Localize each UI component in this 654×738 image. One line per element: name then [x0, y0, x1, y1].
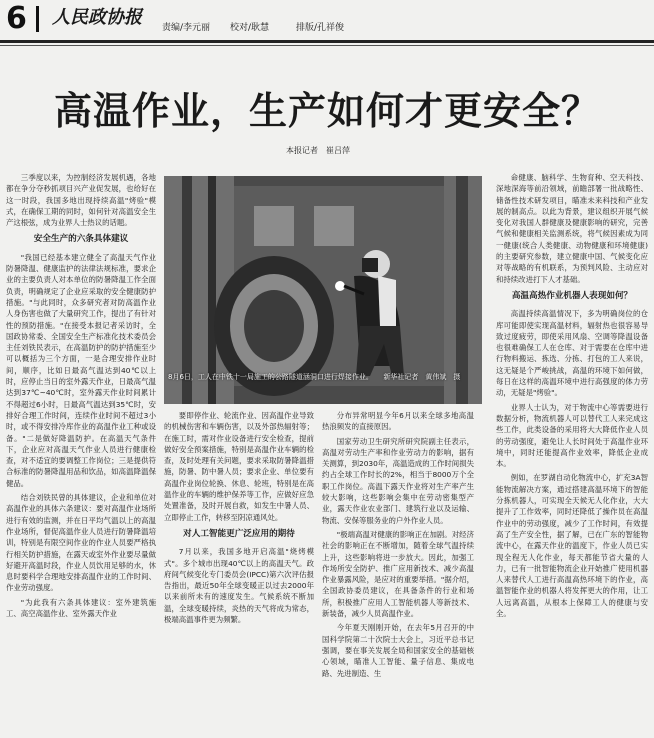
article-paragraph: 7月以来，我国多地开启高温"烧烤模式"。多个城市出现40℃以上的高温天气。政府间气候变化专门委员会(IPCC)第六次评估报告指出，最近50年全球变暖正以过去2000年以来前所未有的速度发生。气候系统不断加温，全球变暖持续，炎热的天气将成为常态，极端高温事件更为频繁。 — [164, 547, 314, 625]
article-paragraph: 高温持续高温情况下，多为明确岗位的仓库可能即使实现高温材料，辐射热也很容易导致过度疲劳，即使采用风扇、空调等降温设备也很难确保工人在仓库、对于需要在仓库中进行物料搬运、拣选、分拣、打包的工人来说，这无疑是个严峻挑战，高温的环境下如何做，每日在这样的高温环境中进行高强度的体力劳动，无疑是"烤验"。 — [496, 309, 648, 398]
section-subheading: 安全生产的六条具体建议 — [33, 234, 129, 245]
header-rule — [0, 40, 654, 43]
article-paragraph: 命健康、脑科学、生物育种、空天科技、深地深海等前沿领域，前瞻部署一批战略性、储备性技术研发项目，瞄准未来科技和产业发展的制高点。以此为背景，建议组织开展气候变化对我国人群健康及健康影响的研究，完善气候和健康相关监测系统，将气候因素成为同一健康(统合人类健康、动物健康和环境健康)的主要研究参数，建立健康中国、气候变化应对等战略的有机联系，为预判风险、主动应对和持续改进打下人才基础。 — [496, 173, 648, 284]
article-column-4 — [496, 172, 648, 732]
article-paragraph: "为此我有六条具体建议：室外建筑施工、高空高温作业、室外露天作业 — [6, 597, 156, 618]
article-paragraph: 例如，在罗湖自动化物流中心，扩充3A智能物流解决方案，通过搭建高温环境下的智能分拣机器人，可实现全天候无人化作业，大大提升了工作效率，同时还降低了操作员在高温作业中的劳动强度，减少了工作时间，有效提高了生产安全性，据了解，已在广东的智能物流中心，在露天作业的温度下，作业人员已实现全程无人化作业，每天都能节省大量的人力，已有一批智能物流企业开始推广使用机器人来替代人工进行高温高热环境下的作业，高温智能作业的机器人将发挥更大的作用，让工人远离高温，从根本上保障工人的健康与安全。 — [496, 473, 648, 618]
article-column-2 — [164, 410, 314, 732]
article-paragraph: 要即停作业、轮流作业、因高温作业导致的机械伤害和车辆伤害，以及外部热辐射等；在施工时，需对作业设备进行安全检查，提前做好安全预案措施，特别是高温作业车辆的检查，及时处理有关问题，要求采取防暑降温措施，防暑、防中暑人员；要求企业、单位要有高温作业岗位轮换、休息、轮班，特别是在高温作业的车辆的维护保养等工作，应做好应急处置准备，及时开展自救，如发生中暑人员、立即停止工作，转移至阴凉通风处。 — [164, 411, 314, 522]
header-rule-thin — [0, 45, 654, 46]
page-number: 6 — [6, 1, 27, 36]
article-column-3 — [322, 410, 474, 732]
article-paragraph: 业界人士认为，对于物流中心等需要进行数据分析，物流机器人可以替代工人来完成这些工作，此类设备的采用将大大降低作业人员的劳动强度，避免让人长时间处于高温作业环境中，同时还能提高作业效率，降低企业成本。 — [496, 402, 648, 469]
article-paragraph: "我国已经基本建立健全了高温天气作业防暑降温、健康监护的法律法规标准，要求企业的主要负责人对本单位的防暑降温工作全面负责，明确规定了企业应采取的安全健康防护措施。"与此同时，众多研究者对防高温作业人身伤害也做了大量研究工作，提出了有针对性的预防措施。"在接受本报记者采访时，全国政协常委、全国安全生产标准化技术委员会主任刘铁民表示，在高温防护的防护措施至少可以概括为三个方面，一是合理安排作业时间，顺序，比如日最高气温达到40℃以上时，应停止当日的室外露天作业，日最高气温达到37℃~40℃时，室外露天作业时间累计不得超过6小时，日最高气温达到35℃时，安排好合理工作时间，连续作业时间不超过3小时，或不得安排冷库作业的高温作业工种或设备。"二是做好降温防护。在高温天气条件下，企业应对高温天气作业人员进行健康检查，对不适宜的要调整工作岗位；三是提供符合标准的防暑降温用品和饮品，如高温降温保健品。 — [6, 252, 156, 488]
proofreader-credit: 校对/耿慧 — [230, 23, 270, 33]
article-paragraph: 三季度以来，为控制经济发展机遇，各地都在争分夺秒抓项目兴产业促发展，也给好在这一时段，我国多地出现持续高温"烤验"模式，在确保工期的同时，如何针对高温安全生产这根弦，成为业界人士热议的话题。 — [6, 173, 156, 228]
section-subheading: 高温高热作业机器人表现如何？ — [511, 290, 633, 301]
masthead-divider — [36, 6, 39, 32]
masthead — [0, 0, 654, 40]
editor-credit: 责编/李元丽 — [162, 23, 211, 33]
article-paragraph: 国家劳动卫生研究所研究院副主任表示，高温对劳动生产率和作业劳动力的影响，据有关测算，到2030年，高温造成的工作时间损失约占全球工作时长的2%，相当于8000万个全职工作岗位。高温下露天作业将对生产率产生较大影响，这些影响会集中在劳动密集型产业，露天作业农业部门、建筑行业以及运输、物流、安保等服务业的户外作业人员。 — [322, 436, 474, 525]
layout-credit: 排版/孔祥俊 — [296, 23, 345, 33]
article-column-1 — [6, 172, 156, 732]
paper-name: 人民政协报 — [52, 7, 142, 28]
photo-caption: 8月6日，工人在中铁十一局施工的公路隧道涵洞口进行焊接作业。 新华社记者 黄伟斌 摄 — [168, 373, 461, 381]
headline: 高温作业，生产如何才更安全？ — [53, 88, 600, 133]
article-paragraph: 分布异常明显今年6月以来全球多地高温热浪频发的直接原因。 — [322, 411, 474, 432]
section-subheading: 对人工智能更广泛应用的期待 — [183, 528, 295, 539]
byline: 本报记者 崔吕萍 — [286, 146, 350, 155]
article-paragraph: 今年夏天刚刚开始，在去年5月召开的中国科学院第二十次院士大会上，习近平总书记强调，要在事关发展全局和国家安全的基础核心领域，瞄准人工智能、量子信息、集成电路、先进制造、生 — [322, 623, 474, 678]
worker-welding-illustration — [164, 176, 482, 404]
article-paragraph: 结合刘铁民曾的具体建议，企业和单位对高温作业的具体六条建议：要对高温作业场所进行有效的监测，并在日平均气温以上的高温作业场所，督促高温作业人员进行防暑降温培训，特别是有限空间作业的作业人员要严格执行相关防护措施，在露天或室外作业要尽量做好避开高温时段，作业人员饮用足够的水，休息时要科学合理地安排高温作业的工作时间、作业劳动强度。 — [6, 493, 156, 593]
article-paragraph: "极端高温对健康的影响正在加剧。对经济社会的影响正在不断增加，随着全球气温持续上升，这些影响将进一步放大。因此，加强工作场所安全防护、推广应用新技术、减少高温作业暴露风险，是应对的重要举措。"据介绍，全国政协委员建议，在具备条件的行业和场所，积极推广应用人工智能机器人等新技术、新装备，减少人员高温作业。 — [322, 529, 474, 619]
news-photo — [164, 176, 482, 404]
